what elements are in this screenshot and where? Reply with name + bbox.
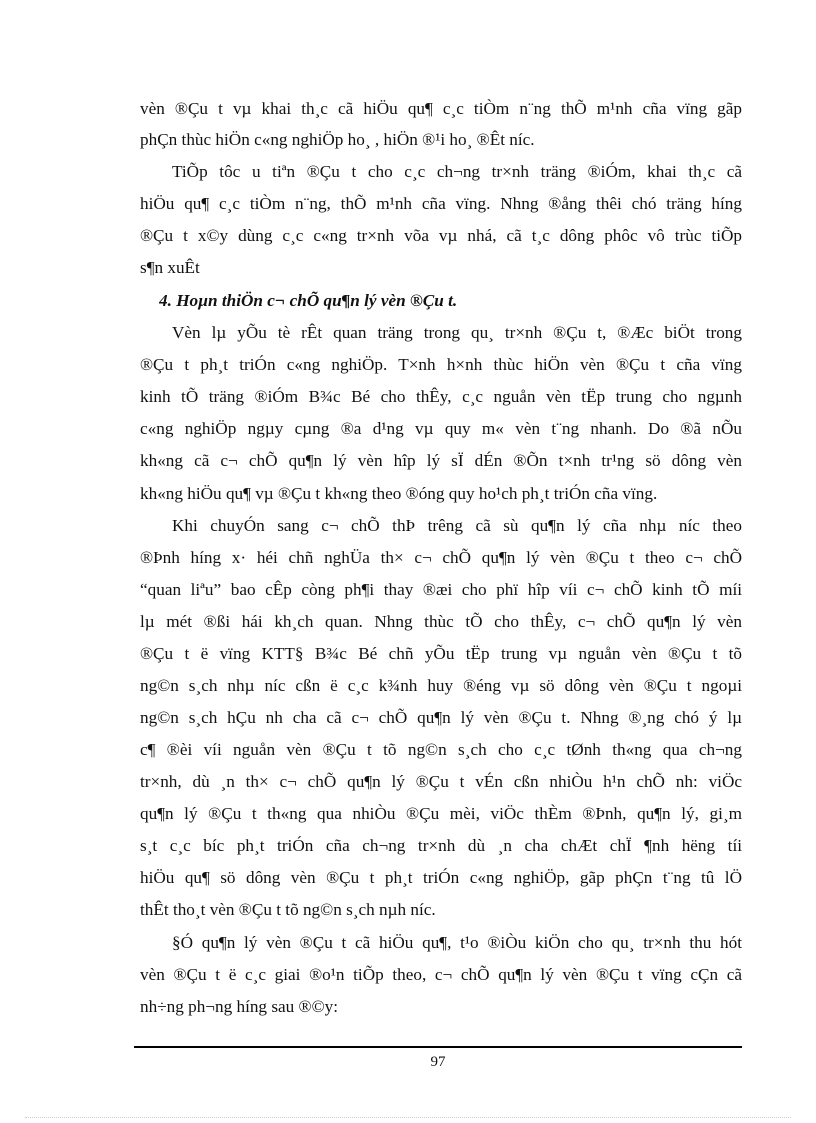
text-line: phÇn thùc hiÖn c«ng nghiÖp ho¸ , hiÖn ®¹i ho¸ ®Êt níc. <box>140 130 535 149</box>
text-line: c«ng nghiÖp ngµy cµng ®a d¹ng vµ quy m« vèn t¨ng nhanh. Do ®ã nÕu <box>140 419 742 438</box>
text-line: Khi chuyÓn sang c¬ chÕ thÞ trêng cã sù qu¶n lý cña nhµ níc theo <box>172 516 742 535</box>
text-line: ng©n s¸ch nhµ níc cßn ë c¸c k¾nh huy ®éng vµ sö dông vèn ®Çu t ngoµi <box>140 676 742 695</box>
text-line: kh«ng hiÖu qu¶ vµ ®Çu t kh«ng theo ®óng quy ho¹ch ph¸t triÓn cña vïng. <box>140 484 658 503</box>
text-line: §Ó qu¶n lý vèn ®Çu t cã hiÖu qu¶, t¹o ®iÒu kiÖn cho qu¸ tr×nh thu hót <box>172 933 742 952</box>
text-line: “quan liªu” bao cÊp còng ph¶i thay ®æi cho phï hîp víi c¬ chÕ kinh tÕ míi <box>140 580 742 599</box>
text-line: ®Çu t ph¸t triÓn c«ng nghiÖp. T×nh h×nh thùc hiÖn vèn ®Çu t cña vïng <box>140 355 742 374</box>
text-line: hiÖu qu¶ sö dông vèn ®Çu t ph¸t triÓn c«ng nghiÖp, gãp phÇn t¨ng tû lÖ <box>140 868 742 887</box>
text-line: hiÖu qu¶ c¸c tiÒm n¨ng, thÕ m¹nh cña vïng. Nhng ®ång thêi chó träng híng <box>140 194 742 213</box>
text-line: c¶ ®èi víi nguån vèn ®Çu t tõ ng©n s¸ch cho c¸c tØnh th«ng qua ch¬ng <box>140 740 742 759</box>
text-line: qu¶n lý ®Çu t th«ng qua nhiÒu ®Çu mèi, viÖc thÈm ®Þnh, qu¶n lý, gi¸m <box>140 804 742 823</box>
footer-rule <box>134 1046 742 1048</box>
text-line: ®Çu t ë vïng KTT§ B¾c Bé chñ yÕu tËp trung vµ nguån vèn ®Çu t tõ <box>140 644 742 663</box>
text-line: TiÕp tôc u tiªn ®Çu t cho c¸c ch¬ng tr×nh träng ®iÓm, khai th¸c cã <box>172 162 742 181</box>
text-line: s¶n xuÊt <box>140 258 200 277</box>
section-heading: 4. Hoµn thiÖn c¬ chÕ qu¶n lý vèn ®Çu t. <box>159 291 458 310</box>
text-line: ®Çu t x©y dùng c¸c c«ng tr×nh võa vµ nhá, cã t¸c dông phôc vô trùc tiÕp <box>140 226 742 245</box>
text-line: vèn ®Çu t ë c¸c giai ®o¹n tiÕp theo, c¬ chÕ qu¶n lý vèn ®Çu t vïng cÇn cã <box>140 965 742 984</box>
text-line: ng©n s¸ch hÇu nh cha cã c¬ chÕ qu¶n lý vèn ®Çu t. Nhng ®¸ng chó ý lµ <box>140 708 742 727</box>
text-line: s¸t c¸c bíc ph¸t triÓn cña ch¬ng tr×nh dù ¸n cha chÆt chÏ ¶nh hëng tíi <box>140 836 742 855</box>
page-number: 97 <box>430 1054 446 1070</box>
text-line: kinh tÕ träng ®iÓm B¾c Bé cho thÊy, c¸c nguån vèn tËp trung cho ngµnh <box>140 387 742 406</box>
page-bottom-border <box>25 1117 791 1118</box>
text-line: ®Þnh híng x· héi chñ nghÜa th× c¬ chÕ qu¶n lý vèn ®Çu t theo c¬ chÕ <box>140 548 742 567</box>
text-line: tr×nh, dù ¸n th× c¬ chÕ qu¶n lý ®Çu t vÉn cßn nhiÒu h¹n chÕ nh: viÖc <box>140 772 742 791</box>
text-line: vèn ®Çu t vµ khai th¸c cã hiÖu qu¶ c¸c tiÒm n¨ng thÕ m¹nh cña vïng gãp <box>140 99 742 118</box>
text-line: lµ mét ®ßi hái kh¸ch quan. Nhng thùc tÕ cho thÊy, c¬ chÕ qu¶n lý vèn <box>140 612 742 631</box>
text-line: nh÷ng ph¬ng híng sau ®©y: <box>140 997 339 1016</box>
text-line: thÊt tho¸t vèn ®Çu t tõ ng©n s¸ch nµh níc. <box>140 900 436 919</box>
text-line: Vèn lµ yÕu tè rÊt quan träng trong qu¸ tr×nh ®Çu t, ®Æc biÖt trong <box>172 323 742 342</box>
text-line: kh«ng cã c¬ chÕ qu¶n lý vèn hîp lý sÏ dÉn ®Õn t×nh tr¹ng sö dông vèn <box>140 451 742 470</box>
